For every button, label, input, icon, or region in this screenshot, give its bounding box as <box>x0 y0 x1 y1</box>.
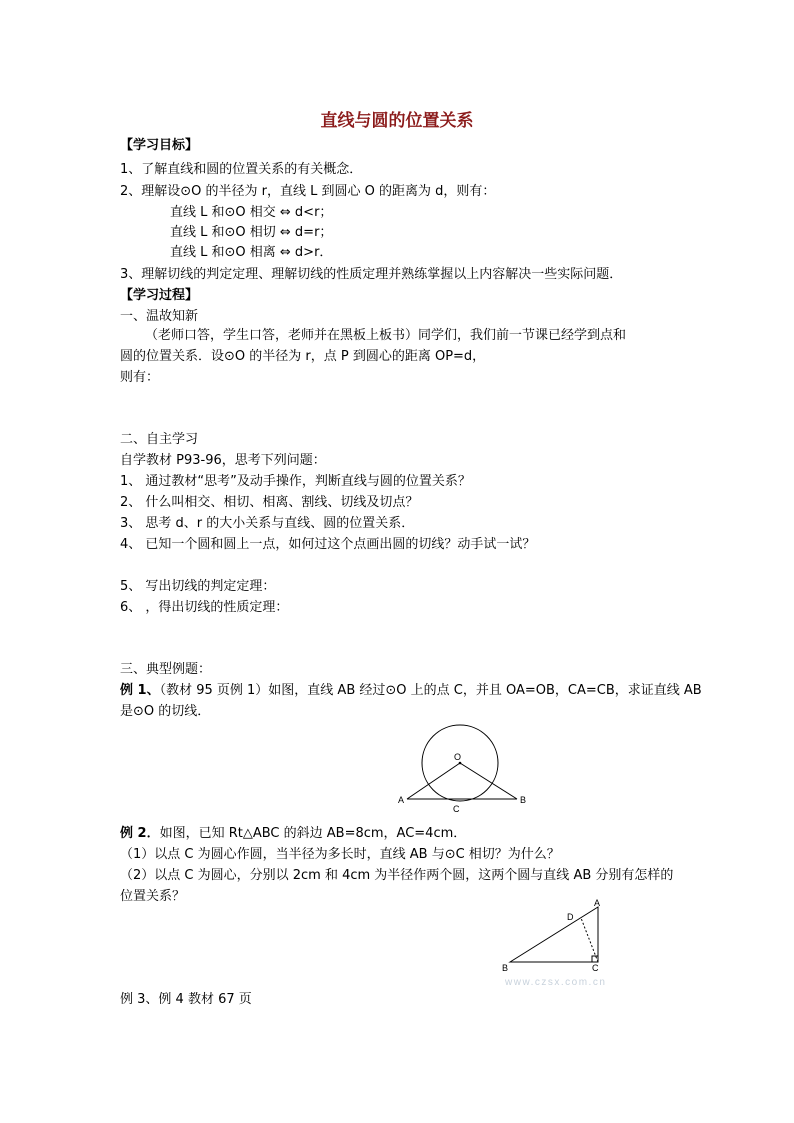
self-study-item-4: 4、 已知一个圆和圆上一点，如何过这个点画出圆的切线？动手试一试？ <box>120 537 536 552</box>
figure-2-label-b: B <box>502 963 509 973</box>
review-heading: 一、温故知新 <box>120 309 199 324</box>
goal-condition-separate: 直线 L 和⊙O 相离 ⇔ d>r． <box>170 245 333 260</box>
self-study-item-5: 5、 写出切线的判定定理： <box>120 579 276 594</box>
example-2-question-2-line2: 位置关系？ <box>120 889 186 904</box>
self-study-item-1: 1、 通过教材“思考”及动手操作，判断直线与圆的位置关系？ <box>120 474 471 489</box>
example-2-question-2-line1: （2）以点 C 为圆心，分别以 2cm 和 4cm 为半径作两个圆，这两个圆与直线 AB 分别有怎样的 <box>120 868 674 883</box>
goal-item-3: 3、理解切线的判定定理、理解切线的性质定理并熟练掌握以上内容解决一些实际问题． <box>120 267 623 282</box>
self-study-item-6: 6、 ，得出切线的性质定理： <box>120 600 289 615</box>
example-3-4-line: 例 3、例 4 教材 67 页 <box>120 992 252 1007</box>
example-1-line1 <box>120 683 702 699</box>
figure-1-label-a: A <box>398 795 405 805</box>
examples-heading: 三、典型例题： <box>120 662 212 677</box>
figure-2-right-triangle <box>495 895 640 990</box>
self-study-item-3: 3、 思考 d、r 的大小关系与直线、圆的位置关系． <box>120 516 415 531</box>
self-study-item-2: 2、 什么叫相交、相切、相离、割线、切线及切点？ <box>120 495 419 510</box>
example-2-question-1: （1）以点 C 为圆心作圆，当半径为多长时，直线 AB 与⊙C 相切？为什么？ <box>120 847 560 862</box>
example-1-line2: 是⊙O 的切线． <box>120 704 211 719</box>
example-2-line1 <box>120 826 466 842</box>
review-text-line2: 圆的位置关系．设⊙O 的半径为 r，点 P 到圆心的距离 OP=d， <box>120 349 486 364</box>
self-study-intro: 自学教材 P93-96，思考下列问题： <box>120 453 326 468</box>
goal-condition-tangent: 直线 L 和⊙O 相切 ⇔ d=r； <box>170 225 333 240</box>
figure-2-altitude-cd <box>581 918 598 962</box>
figure-1-point-o <box>459 762 462 765</box>
process-heading: 【学习过程】 <box>120 288 199 303</box>
figure-1-segment-ob <box>460 763 517 799</box>
figure-1-label-o: O <box>454 752 462 762</box>
page-title: 直线与圆的位置关系 <box>320 111 474 131</box>
watermark: www.czsx.com.cn <box>505 977 607 988</box>
goals-heading: 【学习目标】 <box>120 138 199 153</box>
figure-1-segment-oa <box>407 763 460 799</box>
figure-1-label-b: B <box>520 795 527 805</box>
figure-2-triangle-abc <box>510 907 598 962</box>
goal-item-2: 2、理解设⊙O 的半径为 r，直线 L 到圆心 O 的距离为 d，则有： <box>120 184 496 199</box>
example-2-text: 如图，已知 Rt△ABC 的斜边 AB=8cm，AC=4cm． <box>159 826 467 841</box>
example-1-text: （教材 95 页例 1）如图，直线 AB 经过⊙O 上的点 C，并且 OA=OB，CA=CB，求证直线 AB <box>159 683 702 698</box>
figure-2-label-c: C <box>592 963 599 973</box>
example-2-label: 例 2． <box>120 826 160 841</box>
review-text-line3: 则有： <box>120 370 160 385</box>
review-text-line1: （老师口答，学生口答，老师并在黑板上板书）同学们，我们前一节课已经学到点和 <box>145 328 627 343</box>
self-study-heading: 二、自主学习 <box>120 432 199 447</box>
figure-1-circle-tangent <box>390 722 540 814</box>
goal-condition-intersect: 直线 L 和⊙O 相交 ⇔ d<r； <box>170 205 333 220</box>
figure-2-label-d: D <box>567 912 574 922</box>
goal-item-1: 1、了解直线和圆的位置关系的有关概念． <box>120 162 363 177</box>
figure-2-right-angle-mark <box>592 956 598 962</box>
example-1-label: 例 1、 <box>120 683 160 698</box>
figure-2-label-a: A <box>594 898 601 908</box>
figure-1-label-c: C <box>453 804 460 814</box>
